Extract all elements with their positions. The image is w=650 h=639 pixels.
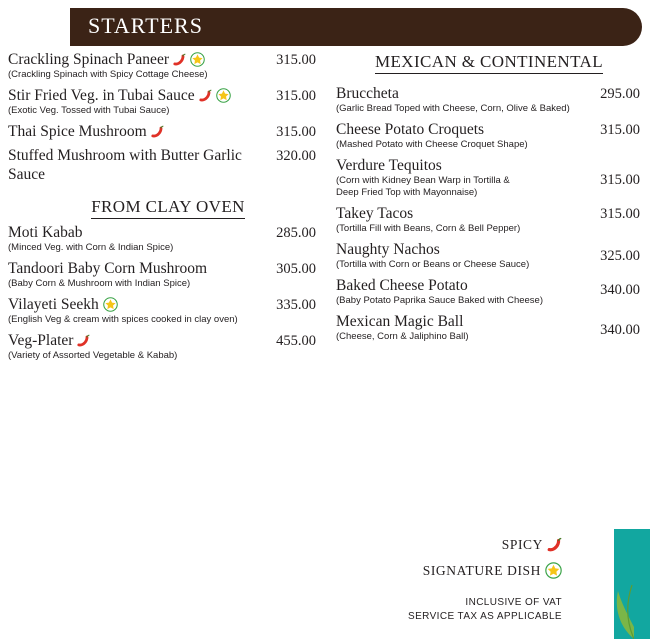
item-name: Veg-Plater: [8, 332, 74, 349]
legend-label-spicy: SPICY: [501, 537, 543, 552]
menu-item: [8, 120, 328, 144]
chili-icon: [76, 333, 90, 347]
item-price: 285.00: [276, 225, 316, 241]
chili-icon: [172, 52, 186, 66]
item-description: (Mashed Potato with Cheese Croquet Shape): [336, 139, 528, 150]
item-price: 315.00: [600, 206, 640, 222]
item-description: (Cheese, Corn & Jaliphino Ball): [336, 331, 469, 342]
menu-item: [8, 293, 328, 329]
fineprint: [408, 596, 562, 624]
item-description: (Tortilla Fill with Beans, Corn & Bell Pepper): [336, 223, 521, 234]
chili-icon: [198, 88, 212, 102]
item-name: Mexican Magic Ball: [336, 313, 464, 330]
menu-item: [336, 310, 642, 346]
menu-item: [336, 118, 642, 154]
item-description: (Tortilla with Corn or Beans or Cheese Sauce): [336, 259, 530, 270]
item-price: 305.00: [276, 261, 316, 277]
item-description: (Minced Veg. with Corn & Indian Spice): [8, 242, 174, 253]
item-price: 315.00: [276, 52, 316, 68]
menu-item: [336, 238, 642, 274]
item-price: 315.00: [600, 172, 640, 188]
page-title: STARTERS: [88, 13, 203, 38]
section-heading-label: FROM CLAY OVEN: [91, 197, 245, 219]
right-menu-column: [336, 48, 642, 346]
item-name: Naughty Nachos: [336, 241, 440, 258]
item-name: Verdure Tequitos: [336, 157, 442, 174]
item-description: (Corn with Kidney Bean Warp in Tortilla & Deep Fried Top with Mayonnaise): [336, 175, 510, 198]
section-heading-mexican: [336, 48, 642, 74]
signature-star-icon: [103, 297, 118, 312]
section-heading-label: MEXICAN & CONTINENTAL: [375, 52, 603, 74]
item-name: Vilayeti Seekh: [8, 296, 99, 313]
menu-item: [8, 48, 328, 84]
item-price: 295.00: [600, 86, 640, 102]
menu-item: [336, 154, 642, 202]
item-price: 340.00: [600, 322, 640, 338]
legend: [423, 536, 562, 588]
menu-item: [8, 144, 328, 187]
leaf-decoration: [600, 569, 634, 639]
fineprint-line-2: SERVICE TAX AS APPLICABLE: [408, 611, 562, 622]
item-name: Crackling Spinach Paneer: [8, 51, 169, 68]
item-name: Stir Fried Veg. in Tubai Sauce: [8, 87, 195, 104]
item-price: 315.00: [600, 122, 640, 138]
chili-icon: [150, 124, 164, 138]
menu-item: [336, 274, 642, 310]
legend-row-signature: [423, 562, 562, 579]
menu-item: [336, 82, 642, 118]
menu-item: [8, 84, 328, 120]
item-name: Baked Cheese Potato: [336, 277, 468, 294]
item-price: 315.00: [276, 124, 316, 140]
signature-star-icon: [216, 88, 231, 103]
chili-icon: [546, 536, 562, 552]
item-description: (Baby Potato Paprika Sauce Baked with Cheese): [336, 295, 544, 306]
item-price: 320.00: [276, 148, 316, 164]
menu-item: [8, 221, 328, 257]
item-description: (Garlic Bread Toped with Cheese, Corn, Olive & Baked): [336, 103, 570, 114]
fineprint-line-1: INCLUSIVE OF VAT: [465, 597, 562, 608]
item-name: Thai Spice Mushroom: [8, 123, 147, 140]
item-price: 325.00: [600, 248, 640, 264]
signature-star-icon: [545, 562, 562, 579]
legend-row-spicy: [423, 536, 562, 553]
item-description: (English Veg & cream with spices cooked in clay oven): [8, 314, 238, 325]
signature-star-icon: [190, 52, 205, 67]
legend-label-signature: SIGNATURE DISH: [422, 563, 541, 578]
item-price: 340.00: [600, 282, 640, 298]
item-name: Tandoori Baby Corn Mushroom: [8, 260, 208, 277]
item-price: 335.00: [276, 297, 316, 313]
item-name: Moti Kabab: [8, 224, 83, 241]
item-description: (Exotic Veg. Tossed with Tubai Sauce): [8, 105, 170, 116]
item-name: Bruccheta: [336, 85, 399, 102]
item-description: (Crackling Spinach with Spicy Cottage Cheese): [8, 69, 208, 80]
item-price: 455.00: [276, 333, 316, 349]
menu-item: [8, 329, 328, 365]
left-menu-column: [8, 48, 328, 365]
menu-item: [336, 202, 642, 238]
menu-item: [8, 257, 328, 293]
item-description: (Baby Corn & Mushroom with Indian Spice): [8, 278, 191, 289]
item-name: Cheese Potato Croquets: [336, 121, 485, 138]
item-description: (Variety of Assorted Vegetable & Kabab): [8, 350, 178, 361]
item-price: 315.00: [276, 88, 316, 104]
item-name: Stuffed Mushroom with Butter Garlic Sauce: [8, 147, 242, 183]
item-name: Takey Tacos: [336, 205, 414, 222]
section-heading-clay-oven: [8, 193, 328, 219]
